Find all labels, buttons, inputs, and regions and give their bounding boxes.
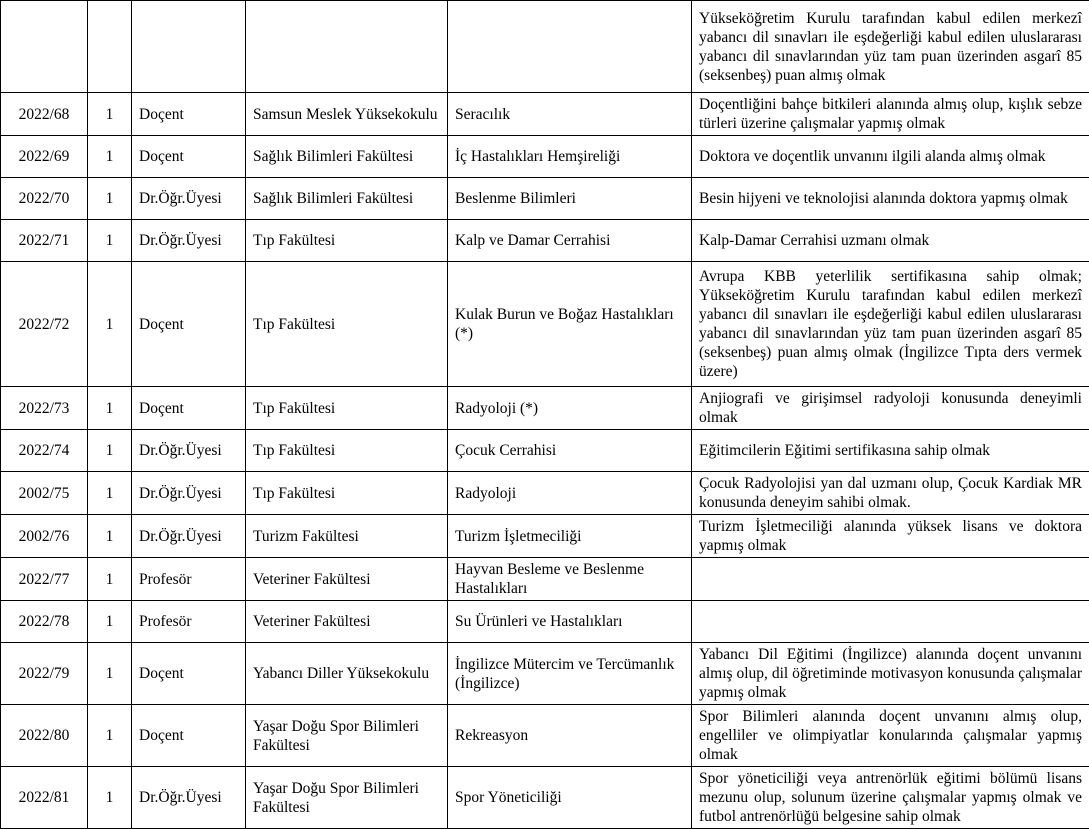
table-row <box>1 705 1089 767</box>
cell-unvan: Dr.Öğr.Üyesi <box>132 430 246 472</box>
cell-kadro-adedi: 1 <box>88 643 132 705</box>
cell-anabilim-dali: İngilizce Mütercim ve Tercümanlık (İngilizce) <box>448 643 692 705</box>
cell-aciklama: Doktora ve doçentlik unvanını ilgili alanda almış olmak <box>692 136 1089 178</box>
cell-unvan: Doçent <box>132 705 246 767</box>
cell-aciklama: Avrupa KBB yeterlilik sertifikasına sahip olmak; Yükseköğretim Kurulu tarafından kabul edilen merkezî yabancı dil sınavları ile eşdeğerliği kabul edilen uluslararası yabancı dil sınavlarından yüz tam puan üzerinden asgarî 85 (seksenbeş) puan almış olmak (İngilizce Tıpta ders vermek üzere) <box>692 262 1089 387</box>
cell-aciklama: Eğitimcilerin Eğitimi sertifikasına sahip olmak <box>692 430 1089 472</box>
cell-ilan-no: 2022/70 <box>1 178 88 220</box>
cell-kadro-adedi: 1 <box>88 601 132 643</box>
cell-aciklama: Yabancı Dil Eğitimi (İngilizce) alanında doçent unvanını almış olup, dil öğretiminde motivasyon konusunda çalışmalar yapmış olmak <box>692 643 1089 705</box>
cell-ilan-no: 2002/76 <box>1 515 88 558</box>
cell-birim: Sağlık Bilimleri Fakültesi <box>246 178 448 220</box>
cell-ilan-no: 2022/79 <box>1 643 88 705</box>
cell-kadro-adedi: 1 <box>88 136 132 178</box>
cell-anabilim-dali: Beslenme Bilimleri <box>448 178 692 220</box>
cell-birim: Tıp Fakültesi <box>246 387 448 430</box>
cell-ilan-no: 2022/72 <box>1 262 88 387</box>
cell-aciklama: Anjiografi ve girişimsel radyoloji konusunda deneyimli olmak <box>692 387 1089 430</box>
cell-birim: Sağlık Bilimleri Fakültesi <box>246 136 448 178</box>
cell-kadro-adedi: 1 <box>88 705 132 767</box>
cell-anabilim-dali: İç Hastalıkları Hemşireliği <box>448 136 692 178</box>
cell-kadro-adedi: 1 <box>88 220 132 262</box>
cell-unvan: Doçent <box>132 262 246 387</box>
table-row <box>1 767 1089 829</box>
cell-kadro-adedi <box>88 1 132 93</box>
cell-aciklama: Besin hijyeni ve teknolojisi alanında doktora yapmış olmak <box>692 178 1089 220</box>
cell-aciklama: Spor Bilimleri alanında doçent unvanını almış olup, engelliler ve olimpiyatlar konularında çalışmalar yapmış olmak <box>692 705 1089 767</box>
cell-ilan-no: 2022/80 <box>1 705 88 767</box>
cell-aciklama: Çocuk Radyolojisi yan dal uzmanı olup, Çocuk Kardiak MR konusunda deneyim sahibi olmak. <box>692 472 1089 515</box>
cell-kadro-adedi: 1 <box>88 387 132 430</box>
cell-anabilim-dali: Radyoloji <box>448 472 692 515</box>
table-row <box>1 262 1089 387</box>
cell-birim <box>246 1 448 93</box>
cell-ilan-no: 2022/71 <box>1 220 88 262</box>
table-row <box>1 515 1089 558</box>
cell-birim: Turizm Fakültesi <box>246 515 448 558</box>
cell-ilan-no: 2022/69 <box>1 136 88 178</box>
cell-unvan: Doçent <box>132 643 246 705</box>
cell-kadro-adedi: 1 <box>88 472 132 515</box>
cell-kadro-adedi: 1 <box>88 767 132 829</box>
cell-unvan: Dr.Öğr.Üyesi <box>132 220 246 262</box>
cell-kadro-adedi: 1 <box>88 558 132 601</box>
cell-unvan: Profesör <box>132 601 246 643</box>
cell-kadro-adedi: 1 <box>88 515 132 558</box>
cell-unvan: Dr.Öğr.Üyesi <box>132 515 246 558</box>
academic-positions-table-body <box>1 1 1089 829</box>
cell-aciklama: Turizm İşletmeciliği alanında yüksek lisans ve doktora yapmış olmak <box>692 515 1089 558</box>
cell-birim: Samsun Meslek Yüksekokulu <box>246 93 448 136</box>
cell-anabilim-dali <box>448 1 692 93</box>
cell-unvan: Profesör <box>132 558 246 601</box>
table-row <box>1 472 1089 515</box>
cell-ilan-no: 2022/81 <box>1 767 88 829</box>
table-row <box>1 136 1089 178</box>
cell-unvan: Doçent <box>132 93 246 136</box>
cell-aciklama <box>692 601 1089 643</box>
cell-kadro-adedi: 1 <box>88 430 132 472</box>
cell-aciklama <box>692 558 1089 601</box>
cell-aciklama: Spor yöneticiliği veya antrenörlük eğitimi bölümü lisans mezunu olup, solunum üzerine çalışmalar yapmış olmak ve futbol antrenörlüğü belgesine sahip olmak <box>692 767 1089 829</box>
table-row <box>1 93 1089 136</box>
cell-unvan <box>132 1 246 93</box>
cell-anabilim-dali: Radyoloji (*) <box>448 387 692 430</box>
table-row <box>1 220 1089 262</box>
cell-anabilim-dali: Kalp ve Damar Cerrahisi <box>448 220 692 262</box>
cell-unvan: Doçent <box>132 136 246 178</box>
cell-birim: Tıp Fakültesi <box>246 430 448 472</box>
cell-birim: Yaşar Doğu Spor Bilimleri Fakültesi <box>246 767 448 829</box>
cell-ilan-no: 2022/73 <box>1 387 88 430</box>
cell-anabilim-dali: Spor Yöneticiliği <box>448 767 692 829</box>
cell-aciklama: Kalp-Damar Cerrahisi uzmanı olmak <box>692 220 1089 262</box>
table-row <box>1 178 1089 220</box>
cell-unvan: Dr.Öğr.Üyesi <box>132 767 246 829</box>
cell-anabilim-dali: Hayvan Besleme ve Beslenme Hastalıkları <box>448 558 692 601</box>
cell-ilan-no: 2022/74 <box>1 430 88 472</box>
cell-ilan-no <box>1 1 88 93</box>
table-row <box>1 643 1089 705</box>
cell-birim: Veteriner Fakültesi <box>246 558 448 601</box>
cell-ilan-no: 2022/77 <box>1 558 88 601</box>
cell-ilan-no: 2002/75 <box>1 472 88 515</box>
table-row <box>1 601 1089 643</box>
cell-anabilim-dali: Seracılık <box>448 93 692 136</box>
cell-kadro-adedi: 1 <box>88 262 132 387</box>
cell-unvan: Dr.Öğr.Üyesi <box>132 472 246 515</box>
cell-aciklama: Doçentliğini bahçe bitkileri alanında almış olup, kışlık sebze türleri üzerine çalışmalar yapmış olmak <box>692 93 1089 136</box>
cell-birim: Tıp Fakültesi <box>246 472 448 515</box>
cell-anabilim-dali: Kulak Burun ve Boğaz Hastalıkları (*) <box>448 262 692 387</box>
table-row <box>1 1 1089 93</box>
cell-birim: Tıp Fakültesi <box>246 262 448 387</box>
cell-birim: Yaşar Doğu Spor Bilimleri Fakültesi <box>246 705 448 767</box>
table-row <box>1 558 1089 601</box>
table-row <box>1 387 1089 430</box>
cell-ilan-no: 2022/68 <box>1 93 88 136</box>
cell-anabilim-dali: Rekreasyon <box>448 705 692 767</box>
cell-unvan: Doçent <box>132 387 246 430</box>
cell-anabilim-dali: Çocuk Cerrahisi <box>448 430 692 472</box>
cell-kadro-adedi: 1 <box>88 178 132 220</box>
table-row <box>1 430 1089 472</box>
cell-ilan-no: 2022/78 <box>1 601 88 643</box>
cell-kadro-adedi: 1 <box>88 93 132 136</box>
cell-anabilim-dali: Turizm İşletmeciliği <box>448 515 692 558</box>
cell-unvan: Dr.Öğr.Üyesi <box>132 178 246 220</box>
cell-anabilim-dali: Su Ürünleri ve Hastalıkları <box>448 601 692 643</box>
cell-birim: Tıp Fakültesi <box>246 220 448 262</box>
cell-aciklama: Yükseköğretim Kurulu tarafından kabul edilen merkezî yabancı dil sınavları ile eşdeğerliği kabul edilen uluslararası yabancı dil sınavlarından yüz tam puan üzerinden asgarî 85 (seksenbeş) puan almış olmak <box>692 1 1089 93</box>
cell-birim: Yabancı Diller Yüksekokulu <box>246 643 448 705</box>
cell-birim: Veteriner Fakültesi <box>246 601 448 643</box>
